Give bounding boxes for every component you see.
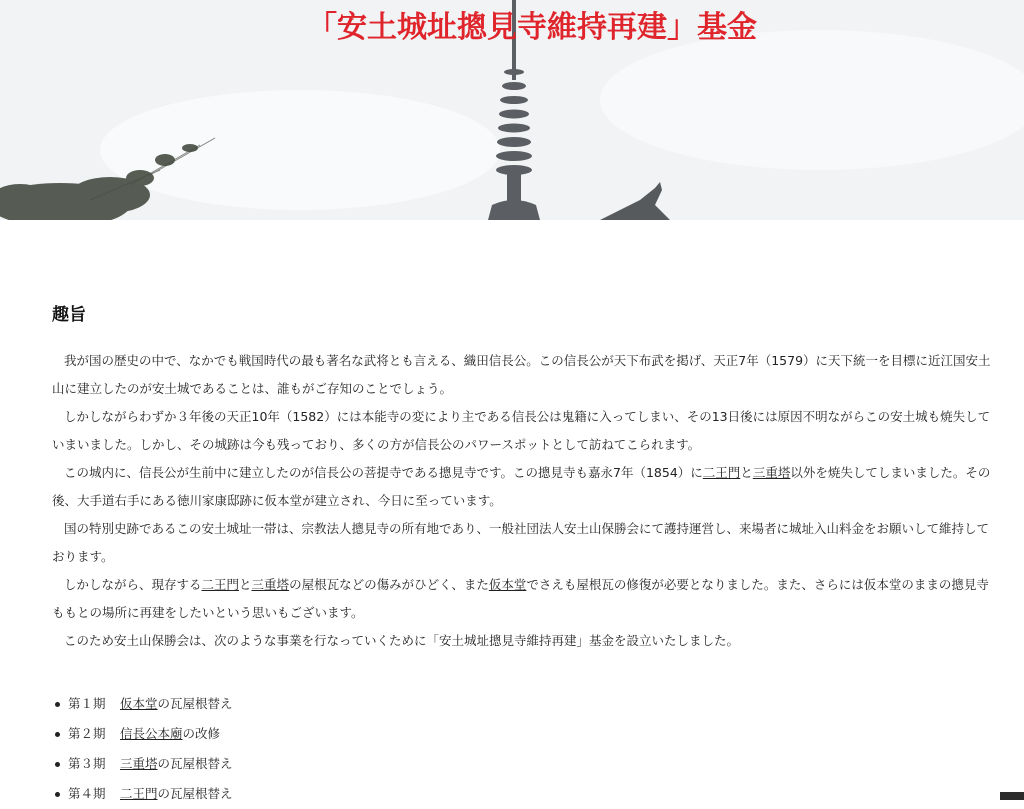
phase-target-link[interactable]: 三重塔: [120, 756, 158, 771]
hero-banner: [0, 0, 1024, 220]
phase-label: 第１期: [68, 689, 120, 719]
page-title: 「安土城址摠見寺維持再建」基金: [0, 2, 1024, 46]
phase-item: [52, 719, 992, 749]
bullet-icon: [55, 762, 60, 767]
phase-description: の瓦屋根替え: [158, 786, 233, 801]
paragraph-text: と: [239, 577, 252, 592]
inline-link[interactable]: 三重塔: [252, 577, 290, 592]
paragraph-text: しかしながら、現存する: [64, 577, 202, 592]
phase-item: [52, 749, 992, 779]
phase-description: の改修: [183, 726, 221, 741]
bullet-icon: [55, 702, 60, 707]
inline-link[interactable]: 三重塔: [753, 465, 791, 480]
paragraph-text: 我が国の歴史の中で、なかでも戦国時代の最も著名な武将とも言える、織田信長公。この信長公が天下布武を掲げ、天正7年（1579）に天下統一を目標に近江国安土山に建立したのが安土城であることは、誰もがご存知のことでしょう。: [52, 353, 991, 396]
paragraph-text: の屋根瓦などの傷みがひどく、また: [289, 577, 489, 592]
phase-target-link[interactable]: 二王門: [120, 786, 158, 801]
bullet-icon: [55, 792, 60, 797]
phase-label: 第４期: [68, 779, 120, 809]
paragraph-text: この城内に、信長公が生前中に建立したのが信長公の菩提寺である摠見寺です。この摠見寺も嘉永7年（1854）に: [64, 465, 703, 480]
phase-item: [52, 689, 992, 719]
paragraph-text: 以外を焼失してしまいました。その後、大手道右手にある徳川家康邸跡に仮本堂が建立され、今日に至っています。: [52, 465, 990, 508]
phase-description: の瓦屋根替え: [158, 756, 233, 771]
phase-description: の瓦屋根替え: [158, 696, 233, 711]
phase-label: 第３期: [68, 749, 120, 779]
purpose-paragraph: [52, 347, 992, 403]
main-content: [52, 300, 992, 809]
section-heading: 趣旨: [52, 300, 992, 325]
purpose-paragraph: [52, 627, 992, 655]
purpose-paragraph: [52, 515, 992, 571]
purpose-paragraph: [52, 459, 992, 515]
paragraph-text: でさえも屋根瓦の修復が必要となりました。また、さらには仮本堂のままの摠見寺ももとの場所に再建をしたいという思いもございます。: [52, 577, 989, 620]
phase-item: [52, 779, 992, 809]
purpose-paragraph: [52, 403, 992, 459]
inline-link[interactable]: 二王門: [202, 577, 240, 592]
phase-target-link[interactable]: 信長公本廟: [120, 726, 183, 741]
phase-target-link[interactable]: 仮本堂: [120, 696, 158, 711]
purpose-text: [52, 347, 992, 655]
paragraph-text: と: [740, 465, 753, 480]
back-to-top-button[interactable]: [1000, 792, 1024, 800]
purpose-paragraph: [52, 571, 992, 627]
inline-link[interactable]: 仮本堂: [489, 577, 527, 592]
phase-list: [52, 689, 992, 809]
bullet-icon: [55, 732, 60, 737]
paragraph-text: このため安土山保勝会は、次のような事業を行なっていくために「安土城址摠見寺維持再建」基金を設立いたしました。: [64, 633, 739, 648]
paragraph-text: しかしながらわずか３年後の天正10年（1582）には本能寺の変により主である信長公は鬼籍に入ってしまい、その13日後には原因不明ながらこの安土城も焼失していまいました。しかし、その城跡は今も残っており、多くの方が信長公のパワースポットとして訪ねてこられます。: [52, 409, 990, 452]
paragraph-text: 国の特別史跡であるこの安土城址一帯は、宗教法人摠見寺の所有地であり、一般社団法人安土山保勝会にて護持運営し、来場者に城址入山料金をお願いして維持しております。: [52, 521, 989, 564]
inline-link[interactable]: 二王門: [703, 465, 741, 480]
phase-label: 第２期: [68, 719, 120, 749]
